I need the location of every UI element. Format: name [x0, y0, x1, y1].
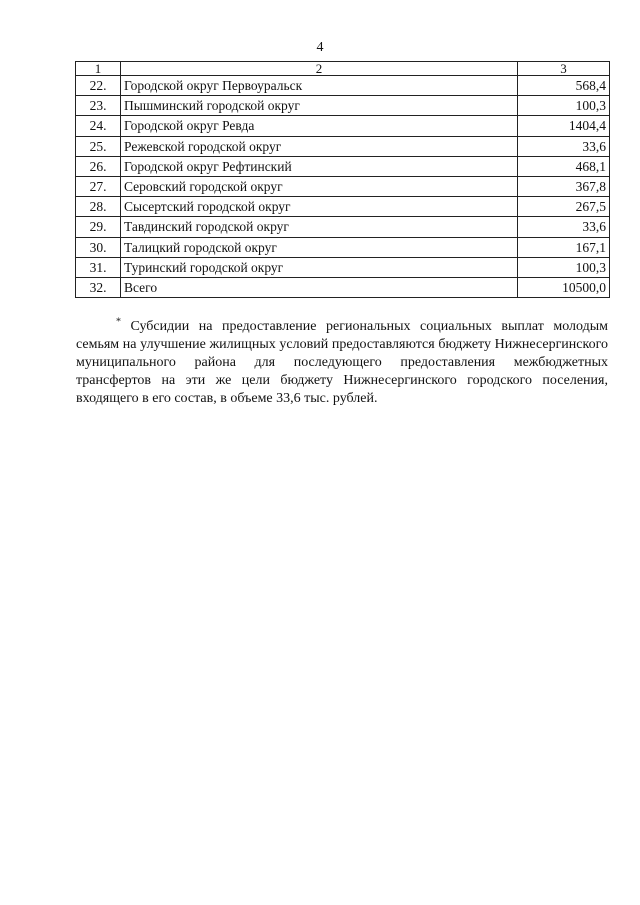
subsidy-amount: 100,3 — [518, 96, 610, 116]
column-header-value: 3 — [518, 62, 610, 76]
table-row — [76, 156, 610, 176]
row-number: 31. — [76, 257, 121, 277]
table-row — [76, 116, 610, 136]
subsidy-amount: 33,6 — [518, 136, 610, 156]
table-row — [76, 76, 610, 96]
table-row — [76, 136, 610, 156]
table-row — [76, 257, 610, 277]
municipality-name: Режевской городской округ — [121, 136, 518, 156]
subsidy-amount: 367,8 — [518, 176, 610, 196]
municipality-name: Тавдинский городской округ — [121, 217, 518, 237]
row-number: 29. — [76, 217, 121, 237]
municipality-name: Городской округ Ревда — [121, 116, 518, 136]
municipality-name: Городской округ Первоуральск — [121, 76, 518, 96]
row-number: 24. — [76, 116, 121, 136]
subsidy-table — [75, 61, 610, 298]
table-row — [76, 237, 610, 257]
table-row — [76, 197, 610, 217]
footnote-paragraph — [76, 318, 608, 408]
municipality-name: Серовский городской округ — [121, 176, 518, 196]
subsidy-amount: 568,4 — [518, 76, 610, 96]
row-number: 23. — [76, 96, 121, 116]
footnote-text: Субсидии на предоставление региональных социальных выплат молодым семьям на улучшение жилищных условий предоставляются бюджету Нижнесергинского муниципального района для последующего предоставления межбюджетных трансфертов на эти же цели бюджету Нижнесергинского городского поселения, входящего в его состав, в объеме 33,6 тыс. рублей. — [76, 319, 608, 406]
row-number: 27. — [76, 176, 121, 196]
row-number: 22. — [76, 76, 121, 96]
table-header-row — [76, 62, 610, 76]
row-number: 26. — [76, 156, 121, 176]
column-header-number: 1 — [76, 62, 121, 76]
table-row-total — [76, 277, 610, 297]
municipality-name: Талицкий городской округ — [121, 237, 518, 257]
row-number: 30. — [76, 237, 121, 257]
table-row — [76, 217, 610, 237]
municipality-name: Сысертский городской округ — [121, 197, 518, 217]
column-header-name: 2 — [121, 62, 518, 76]
subsidy-amount: 468,1 — [518, 156, 610, 176]
total-amount: 10500,0 — [518, 277, 610, 297]
row-number: 32. — [76, 277, 121, 297]
subsidy-amount: 267,5 — [518, 197, 610, 217]
subsidy-amount: 1404,4 — [518, 116, 610, 136]
subsidy-amount: 167,1 — [518, 237, 610, 257]
table-row — [76, 176, 610, 196]
table-row — [76, 96, 610, 116]
municipality-name: Городской округ Рефтинский — [121, 156, 518, 176]
subsidy-amount: 33,6 — [518, 217, 610, 237]
footnote — [76, 318, 608, 408]
subsidy-amount: 100,3 — [518, 257, 610, 277]
footnote-mark: * — [116, 316, 121, 328]
row-number: 25. — [76, 136, 121, 156]
row-number: 28. — [76, 197, 121, 217]
municipality-name: Туринский городской округ — [121, 257, 518, 277]
total-label: Всего — [121, 277, 518, 297]
page-number: 4 — [316, 40, 324, 55]
municipality-name: Пышминский городской округ — [121, 96, 518, 116]
